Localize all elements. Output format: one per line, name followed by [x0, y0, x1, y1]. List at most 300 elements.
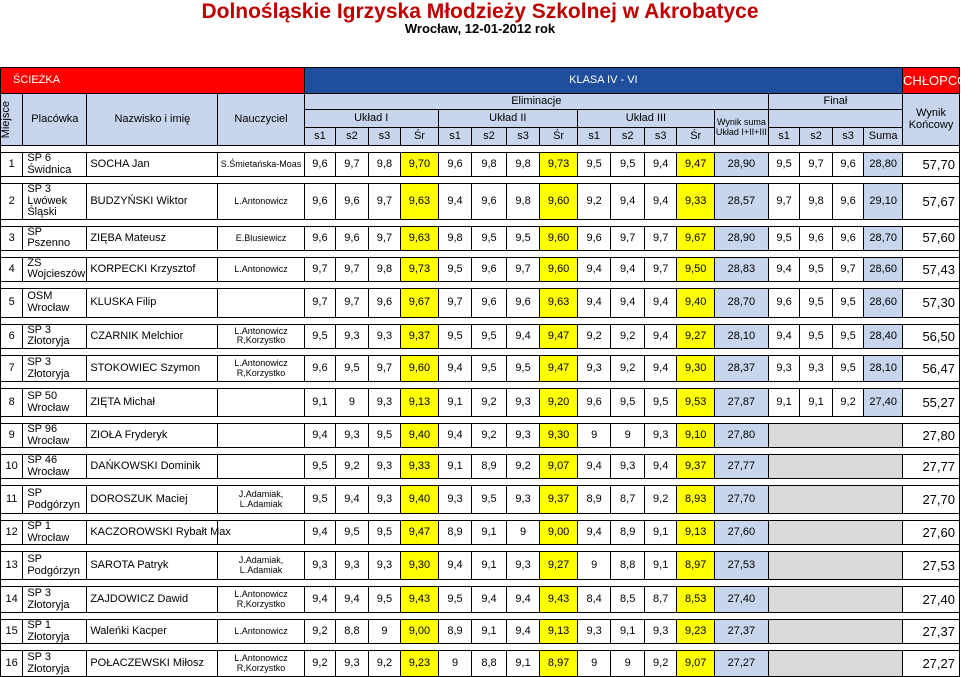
name-cell: KORPECKI Krzysztof: [87, 257, 218, 281]
u3-score-cell: 9,4: [577, 521, 611, 545]
spacer-cell: [438, 219, 472, 226]
spacer-cell: [438, 479, 472, 486]
header-s2: s2: [611, 128, 645, 146]
final-result-cell: 56,47: [903, 356, 960, 382]
spacer-cell: [611, 479, 645, 486]
spacer-cell: [864, 250, 903, 257]
spacer-cell: [218, 349, 304, 356]
spacer-cell: [218, 479, 304, 486]
spacer-cell: [368, 349, 401, 356]
club-cell: OSM Wrocław: [23, 288, 87, 317]
table-row: [1, 552, 960, 580]
u3-score-cell: 8,4: [577, 587, 611, 613]
u1-score-cell: 9,3: [368, 324, 401, 348]
name-cell: ZIĘBA Mateusz: [87, 226, 218, 250]
spacer-cell: [506, 219, 540, 226]
u2-score-cell: 9,3: [506, 486, 540, 514]
u2-score-cell: 8,8: [472, 651, 507, 677]
u2-score-cell: 9,2: [472, 389, 507, 417]
spacer-cell: [506, 580, 540, 587]
u1-score-cell: 9,6: [304, 153, 335, 177]
u1-score-cell: 9,3: [336, 424, 369, 448]
spacer-cell: [832, 514, 863, 521]
name-cell: Waleńki Kacper: [87, 620, 218, 644]
u1-score-cell: 9,3: [304, 552, 335, 580]
place-cell: 8: [1, 389, 23, 417]
spacer-cell: [540, 349, 578, 356]
spacer-cell: [577, 382, 611, 389]
header-s1: s1: [304, 128, 335, 146]
spacer-cell: [218, 177, 304, 184]
spacer-cell: [23, 644, 87, 651]
banner-left: ŚCIEŻKA: [1, 68, 305, 94]
u2-score-cell: 8,9: [438, 620, 472, 644]
spacer-cell: [23, 382, 87, 389]
spacer-cell: [800, 448, 833, 455]
final-score-cell: 9,6: [832, 184, 863, 220]
header-final: Finał: [768, 94, 902, 110]
spacer-cell: [715, 545, 769, 552]
spacer-cell: [438, 448, 472, 455]
elimination-sum-cell: 28,90: [715, 153, 769, 177]
spacer-cell: [438, 417, 472, 424]
spacer-cell: [472, 349, 507, 356]
u1-avg-cell: 9,37: [401, 324, 439, 348]
spacer-cell: [218, 613, 304, 620]
coach-cell: L.Antonowicz R,Korzystko: [218, 587, 304, 613]
final-score-cell: 9,2: [832, 389, 863, 417]
u3-score-cell: 8,5: [611, 587, 645, 613]
final-score-cell: 9,5: [832, 356, 863, 382]
final-result-cell: 27,27: [903, 651, 960, 677]
u2-score-cell: 9,2: [506, 455, 540, 479]
spacer-cell: [903, 417, 960, 424]
spacer-cell: [1, 146, 23, 153]
spacer-cell: [644, 479, 677, 486]
elimination-sum-cell: 27,53: [715, 552, 769, 580]
final-score-cell: 9,5: [832, 324, 863, 348]
club-cell: SP Podgórzyn: [23, 552, 87, 580]
spacer-cell: [401, 317, 439, 324]
elimination-sum-cell: 27,70: [715, 486, 769, 514]
spacer-cell: [506, 177, 540, 184]
table-row: [1, 356, 960, 382]
spacer-cell: [23, 349, 87, 356]
final-score-cell: 9,6: [832, 153, 863, 177]
spacer-cell: [368, 177, 401, 184]
spacer-cell: [644, 448, 677, 455]
place-cell: 7: [1, 356, 23, 382]
u3-score-cell: 9: [577, 651, 611, 677]
header-s3: s3: [644, 128, 677, 146]
spacer-cell: [401, 580, 439, 587]
spacer-cell: [677, 146, 715, 153]
u1-score-cell: 8,8: [336, 620, 369, 644]
spacer-cell: [768, 644, 799, 651]
spacer-cell: [368, 382, 401, 389]
spacer-cell: [715, 613, 769, 620]
u1-avg-cell: 9,73: [401, 257, 439, 281]
u1-score-cell: 9,3: [336, 552, 369, 580]
u1-score-cell: 9,3: [336, 324, 369, 348]
spacer-cell: [611, 219, 645, 226]
spacer-cell: [87, 146, 218, 153]
spacer-cell: [800, 349, 833, 356]
header-club: Placówka: [23, 94, 87, 146]
u3-score-cell: 9: [611, 424, 645, 448]
spacer-cell: [644, 349, 677, 356]
spacer-cell: [218, 514, 304, 521]
final-score-cell: 9,5: [800, 288, 833, 317]
elimination-sum-cell: 28,90: [715, 226, 769, 250]
u3-score-cell: 9,4: [611, 184, 645, 220]
spacer-cell: [401, 382, 439, 389]
spacer-cell: [768, 613, 799, 620]
final-sum-cell: 28,70: [864, 226, 903, 250]
header-s2: s2: [472, 128, 507, 146]
spacer-cell: [472, 644, 507, 651]
spacer-cell: [1, 545, 23, 552]
spacer-cell: [472, 417, 507, 424]
spacer-cell: [768, 448, 799, 455]
u3-score-cell: 9: [577, 424, 611, 448]
spacer-cell: [800, 317, 833, 324]
u1-score-cell: 9,5: [368, 587, 401, 613]
spacer-cell: [677, 580, 715, 587]
spacer-cell: [832, 146, 863, 153]
u3-score-cell: 9: [577, 552, 611, 580]
place-cell: 4: [1, 257, 23, 281]
header-s3: s3: [506, 128, 540, 146]
u3-score-cell: 9,1: [644, 552, 677, 580]
place-cell: 5: [1, 288, 23, 317]
final-score-cell: 9,7: [768, 184, 799, 220]
u3-score-cell: 8,7: [611, 486, 645, 514]
spacer-cell: [644, 250, 677, 257]
final-score-cell: 9,1: [768, 389, 799, 417]
spacer-cell: [368, 644, 401, 651]
row-spacer: [1, 479, 960, 486]
u1-avg-cell: 9,63: [401, 184, 439, 220]
spacer-cell: [715, 479, 769, 486]
u1-score-cell: 9,3: [368, 486, 401, 514]
spacer-cell: [832, 580, 863, 587]
coach-cell: S.Śmietańska-Moas: [218, 153, 304, 177]
page-title: Dolnośląskie Igrzyska Młodzieży Szkolnej w Akrobatyce: [201, 0, 759, 23]
spacer-cell: [540, 382, 578, 389]
spacer-cell: [218, 317, 304, 324]
u1-score-cell: 9,6: [336, 226, 369, 250]
u3-score-cell: 9,3: [644, 620, 677, 644]
spacer-cell: [368, 448, 401, 455]
spacer-cell: [903, 580, 960, 587]
coach-cell: J.Adamiak, L.Adamiak: [218, 486, 304, 514]
row-spacer: [1, 417, 960, 424]
spacer-cell: [336, 514, 369, 521]
spacer-cell: [401, 146, 439, 153]
u2-avg-cell: 9,47: [540, 356, 578, 382]
spacer-cell: [336, 349, 369, 356]
u1-score-cell: 9,5: [368, 521, 401, 545]
header-u3: Układ III: [577, 110, 714, 128]
header-s1: s1: [768, 128, 799, 146]
spacer-cell: [87, 545, 218, 552]
u3-avg-cell: 9,07: [677, 651, 715, 677]
u3-score-cell: 8,9: [611, 521, 645, 545]
name-cell: STOKOWIEC Szymon: [87, 356, 218, 382]
spacer-cell: [611, 281, 645, 288]
spacer-cell: [611, 580, 645, 587]
spacer-cell: [438, 250, 472, 257]
u2-score-cell: 8,9: [438, 521, 472, 545]
spacer-cell: [472, 448, 507, 455]
u1-score-cell: 9,5: [336, 356, 369, 382]
name-cell: KLUSKA Filip: [87, 288, 218, 317]
table-row: [1, 389, 960, 417]
coach-cell: [218, 424, 304, 448]
spacer-cell: [864, 317, 903, 324]
u1-score-cell: 9,2: [304, 620, 335, 644]
spacer-cell: [336, 448, 369, 455]
spacer-cell: [438, 349, 472, 356]
spacer-cell: [336, 281, 369, 288]
final-empty-cell: [768, 521, 902, 545]
spacer-cell: [87, 281, 218, 288]
spacer-cell: [800, 613, 833, 620]
coach-cell: L.Antonowicz R,Korzystko: [218, 651, 304, 677]
spacer-cell: [218, 644, 304, 651]
spacer-cell: [864, 580, 903, 587]
spacer-cell: [472, 177, 507, 184]
elimination-sum-cell: 27,40: [715, 587, 769, 613]
spacer-cell: [864, 644, 903, 651]
header-u2: Układ II: [438, 110, 577, 128]
u1-score-cell: 9,2: [368, 651, 401, 677]
spacer-cell: [336, 317, 369, 324]
u3-score-cell: 9,4: [611, 288, 645, 317]
spacer-cell: [304, 613, 335, 620]
spacer-cell: [677, 349, 715, 356]
spacer-cell: [677, 177, 715, 184]
header-result-sum: Wynik suma Układ I+II+III: [715, 110, 769, 146]
spacer-cell: [903, 479, 960, 486]
u1-score-cell: 9,3: [368, 552, 401, 580]
spacer-cell: [472, 545, 507, 552]
coach-cell: [218, 389, 304, 417]
spacer-cell: [768, 219, 799, 226]
spacer-cell: [715, 281, 769, 288]
row-spacer: [1, 448, 960, 455]
spacer-cell: [438, 146, 472, 153]
spacer-cell: [401, 545, 439, 552]
final-result-cell: 27,37: [903, 620, 960, 644]
u1-score-cell: 9,3: [368, 389, 401, 417]
u2-avg-cell: 9,30: [540, 424, 578, 448]
spacer-cell: [23, 580, 87, 587]
spacer-cell: [218, 545, 304, 552]
u1-score-cell: 9,7: [336, 257, 369, 281]
spacer-cell: [903, 644, 960, 651]
spacer-cell: [1, 479, 23, 486]
spacer-cell: [677, 281, 715, 288]
spacer-cell: [87, 382, 218, 389]
u3-avg-cell: 9,37: [677, 455, 715, 479]
spacer-cell: [401, 448, 439, 455]
name-cell: BUDZYŃSKI Wiktor: [87, 184, 218, 220]
u2-score-cell: 9,6: [472, 288, 507, 317]
spacer-cell: [218, 417, 304, 424]
spacer-cell: [577, 146, 611, 153]
spacer-cell: [768, 580, 799, 587]
spacer-cell: [768, 479, 799, 486]
spacer-cell: [218, 146, 304, 153]
u2-avg-cell: 8,97: [540, 651, 578, 677]
elimination-sum-cell: 27,27: [715, 651, 769, 677]
spacer-cell: [1, 644, 23, 651]
u2-score-cell: 9,5: [506, 226, 540, 250]
name-cell: ZIĘTA Michał: [87, 389, 218, 417]
u2-score-cell: 9,6: [472, 257, 507, 281]
final-result-cell: 27,80: [903, 424, 960, 448]
spacer-cell: [864, 514, 903, 521]
banner-center: KLASA IV - VI: [304, 68, 902, 94]
spacer-cell: [715, 146, 769, 153]
spacer-cell: [506, 382, 540, 389]
spacer-cell: [1, 177, 23, 184]
final-empty-cell: [768, 455, 902, 479]
spacer-cell: [832, 613, 863, 620]
u2-avg-cell: 9,73: [540, 153, 578, 177]
header-u1: Układ I: [304, 110, 438, 128]
header-final-blank: [768, 110, 902, 128]
spacer-cell: [472, 613, 507, 620]
u2-score-cell: 9,4: [506, 620, 540, 644]
spacer-cell: [577, 219, 611, 226]
u2-score-cell: 9,3: [438, 486, 472, 514]
spacer-cell: [715, 177, 769, 184]
spacer-cell: [401, 250, 439, 257]
u1-score-cell: 9,5: [368, 424, 401, 448]
spacer-cell: [368, 545, 401, 552]
spacer-cell: [577, 448, 611, 455]
place-cell: 6: [1, 324, 23, 348]
spacer-cell: [677, 613, 715, 620]
spacer-cell: [644, 219, 677, 226]
spacer-cell: [368, 514, 401, 521]
spacer-cell: [768, 382, 799, 389]
u2-avg-cell: 9,13: [540, 620, 578, 644]
spacer-cell: [218, 250, 304, 257]
spacer-cell: [577, 479, 611, 486]
spacer-cell: [1, 613, 23, 620]
spacer-cell: [768, 281, 799, 288]
elimination-sum-cell: 27,60: [715, 521, 769, 545]
place-cell: 13: [1, 552, 23, 580]
spacer-cell: [304, 317, 335, 324]
spacer-cell: [644, 613, 677, 620]
spacer-cell: [438, 644, 472, 651]
spacer-cell: [577, 349, 611, 356]
spacer-cell: [903, 177, 960, 184]
u3-score-cell: 9,4: [611, 257, 645, 281]
spacer-cell: [506, 317, 540, 324]
u2-score-cell: 9,5: [438, 324, 472, 348]
elimination-sum-cell: 27,37: [715, 620, 769, 644]
final-result-cell: 57,60: [903, 226, 960, 250]
u2-score-cell: 9,3: [506, 552, 540, 580]
u2-score-cell: 9,4: [506, 324, 540, 348]
spacer-cell: [304, 219, 335, 226]
u2-score-cell: 9,5: [472, 356, 507, 382]
u3-score-cell: 9,4: [644, 324, 677, 348]
u3-score-cell: 9,2: [644, 651, 677, 677]
place-cell: 11: [1, 486, 23, 514]
u3-score-cell: 9,2: [611, 356, 645, 382]
spacer-cell: [832, 349, 863, 356]
u3-score-cell: 9,4: [644, 184, 677, 220]
row-spacer: [1, 219, 960, 226]
u3-score-cell: 9,4: [577, 455, 611, 479]
spacer-cell: [401, 644, 439, 651]
spacer-cell: [864, 613, 903, 620]
spacer-cell: [368, 146, 401, 153]
u2-score-cell: 9,7: [506, 257, 540, 281]
spacer-cell: [644, 382, 677, 389]
place-cell: 3: [1, 226, 23, 250]
spacer-cell: [304, 448, 335, 455]
spacer-cell: [87, 644, 218, 651]
spacer-cell: [903, 317, 960, 324]
u1-avg-cell: 9,33: [401, 455, 439, 479]
spacer-cell: [438, 514, 472, 521]
u3-avg-cell: 8,93: [677, 486, 715, 514]
name-cell: ZAJDOWICZ Dawid: [87, 587, 218, 613]
spacer-cell: [832, 177, 863, 184]
spacer-cell: [401, 349, 439, 356]
spacer-cell: [715, 644, 769, 651]
spacer-cell: [87, 479, 218, 486]
u1-score-cell: 9,2: [336, 455, 369, 479]
u1-score-cell: 9,7: [336, 153, 369, 177]
spacer-cell: [368, 580, 401, 587]
spacer-cell: [577, 613, 611, 620]
u3-score-cell: 9: [611, 651, 645, 677]
table-row: [1, 324, 960, 348]
u2-score-cell: 9,4: [438, 552, 472, 580]
u3-score-cell: 9,6: [577, 389, 611, 417]
spacer-cell: [611, 146, 645, 153]
u3-score-cell: 9,1: [644, 521, 677, 545]
spacer-cell: [1, 417, 23, 424]
u2-avg-cell: 9,60: [540, 257, 578, 281]
spacer-cell: [540, 644, 578, 651]
final-sum-cell: 29,10: [864, 184, 903, 220]
name-cell: KACZOROWSKI Rybałt Max: [87, 521, 218, 545]
u1-score-cell: 9: [368, 620, 401, 644]
spacer-cell: [864, 382, 903, 389]
spacer-cell: [715, 317, 769, 324]
header-s1: s1: [577, 128, 611, 146]
club-cell: SP 1 Wrocław: [23, 521, 87, 545]
spacer-cell: [506, 613, 540, 620]
club-cell: SP 3 Złotoryja: [23, 356, 87, 382]
spacer-cell: [864, 448, 903, 455]
spacer-cell: [644, 177, 677, 184]
u2-score-cell: 9,3: [506, 389, 540, 417]
spacer-cell: [438, 545, 472, 552]
spacer-cell: [540, 613, 578, 620]
spacer-cell: [472, 317, 507, 324]
